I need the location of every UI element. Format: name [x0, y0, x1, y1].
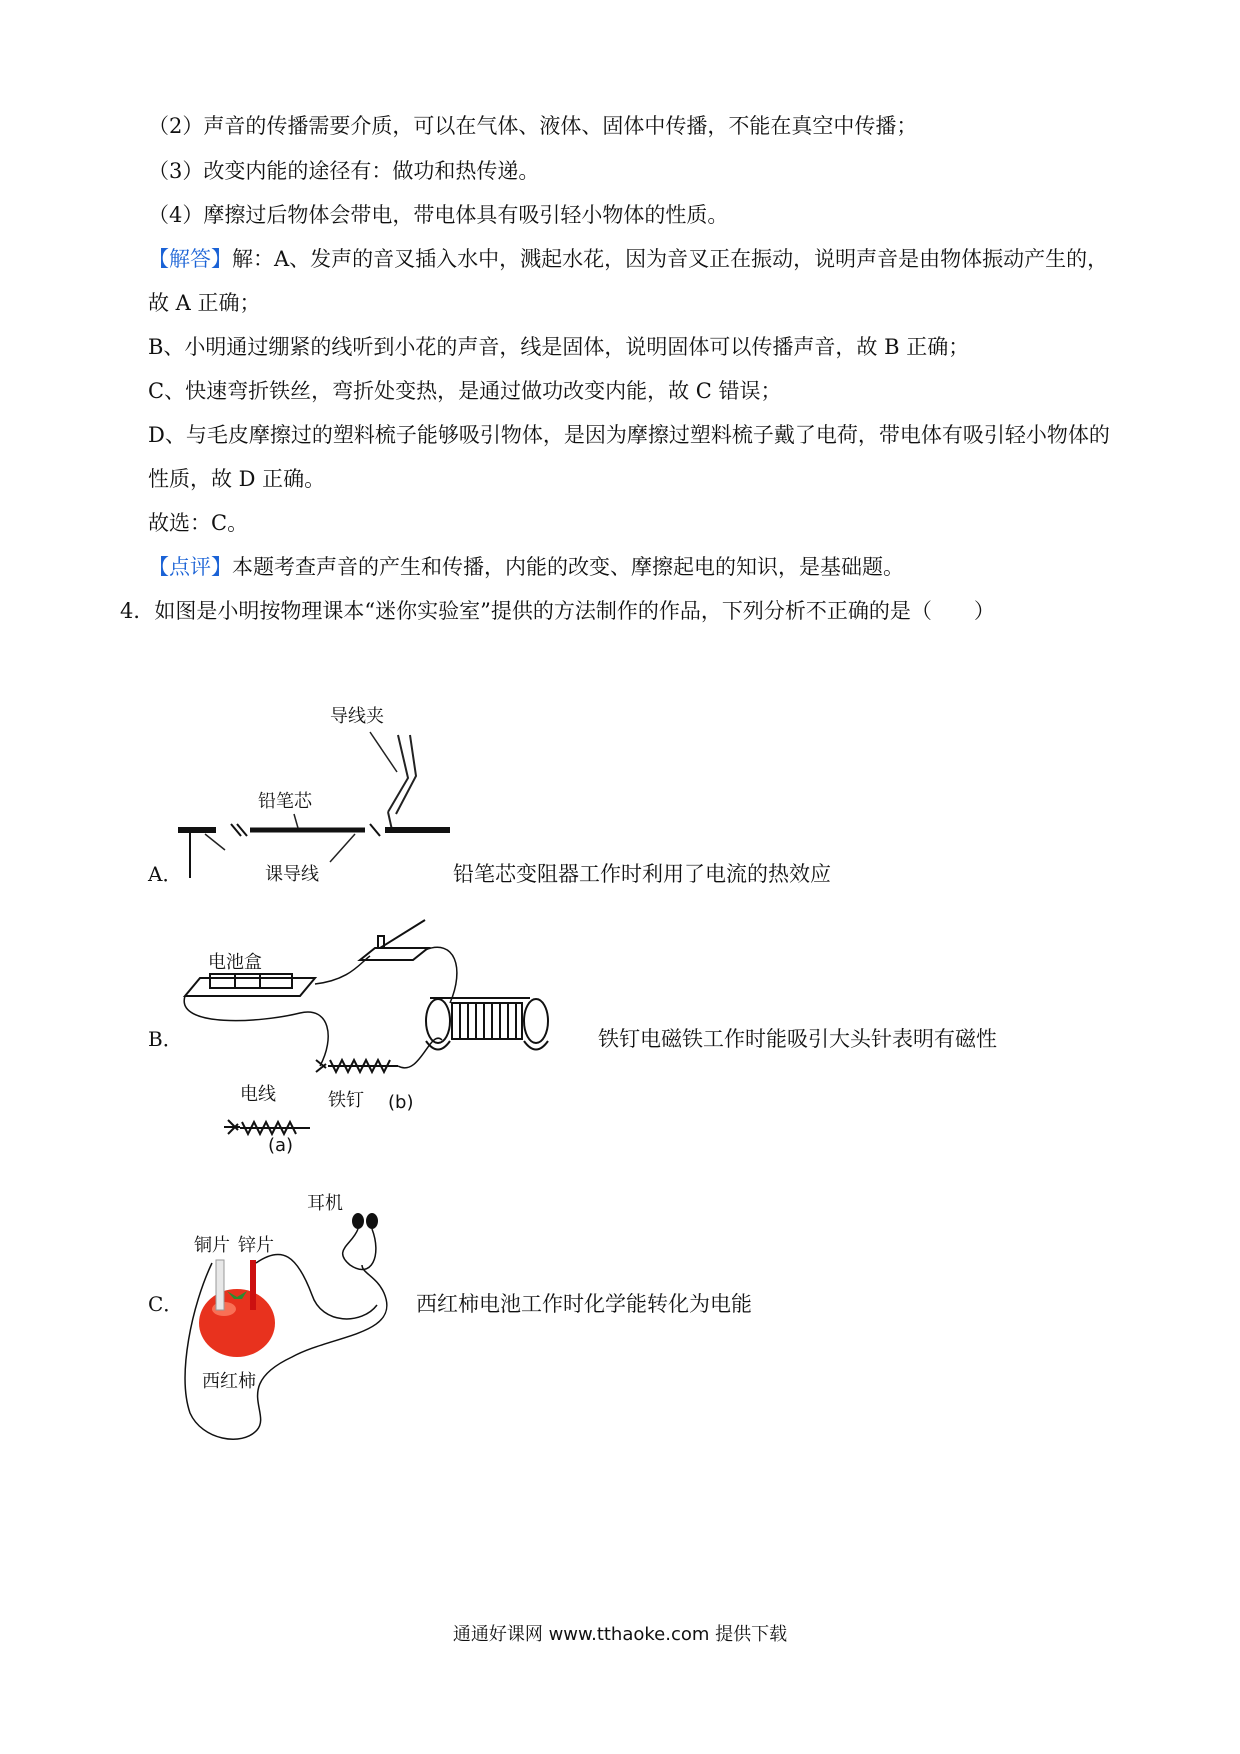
- figure-pencil-rheostat: [170, 700, 470, 895]
- answer-line-4: C、快速弯折铁丝，弯折处变热，是通过做功改变内能，故 C 错误；: [148, 379, 782, 403]
- label-clip: 导线夹: [330, 706, 384, 727]
- label-wire-a: 电线: [240, 1084, 276, 1105]
- battery-box-icon: [185, 974, 315, 996]
- analysis-point-3: （3）改变内能的途径有：做功和热传递。: [148, 159, 540, 183]
- answer-line-5: D、与毛皮摩擦过的塑料梳子能够吸引物体，是因为摩擦过塑料梳子戴了电荷，带电体有吸引轻小物体的: [148, 423, 1110, 447]
- tomato-icon: [199, 1289, 275, 1357]
- label-pencil-lead: 铅笔芯: [258, 791, 312, 812]
- label-iron-nail: 铁钉: [328, 1090, 364, 1111]
- page-footer: 通通好课网 www.tthaoke.com 提供下载: [452, 1624, 788, 1645]
- answer-tag: 【解答】: [148, 247, 232, 271]
- comment-line: [148, 553, 904, 581]
- option-c-letter: C．: [148, 1292, 184, 1316]
- label-tomato: 西红柿: [202, 1371, 256, 1392]
- label-earphone: 耳机: [307, 1193, 343, 1214]
- answer-line-3: B、小明通过绷紧的线听到小花的声音，线是固体，说明固体可以传播声音，故 B 正确；: [148, 335, 970, 359]
- answer-line-6: 性质，故 D 正确。: [148, 467, 326, 491]
- answer-choice: 故选：C。: [148, 511, 249, 535]
- comment-tag: 【点评】: [148, 555, 232, 579]
- option-b-text: 铁钉电磁铁工作时能吸引大头针表明有磁性: [598, 1027, 997, 1051]
- label-b: (b): [388, 1092, 414, 1113]
- zinc-strip: [250, 1260, 256, 1310]
- analysis-point-4: （4）摩擦过后物体会带电，带电体具有吸引轻小物体的性质。: [148, 203, 729, 227]
- question-4-stem: 4．如图是小明按物理课本“迷你实验室”提供的方法制作的作品，下列分析不正确的是（ ）: [120, 599, 995, 623]
- answer-line-1: [148, 245, 1108, 273]
- rheostat-icon: [426, 998, 548, 1050]
- earphone-icon: [343, 1213, 378, 1270]
- answer-text-1: 解：A、发声的音叉插入水中，溅起水花，因为音叉正在振动，说明声音是由物体振动产生的，: [232, 247, 1109, 271]
- copper-strip: [216, 1260, 224, 1310]
- figure-tomato-battery: [172, 1185, 432, 1455]
- figure-electromagnet: [180, 908, 610, 1163]
- option-b-letter: B．: [148, 1027, 183, 1051]
- answer-line-2: 故 A 正确；: [148, 291, 261, 315]
- label-wire: 课导线: [265, 864, 319, 885]
- clip-icon: [388, 735, 416, 830]
- label-battery-box: 电池盒: [208, 952, 262, 973]
- comment-text: 本题考查声音的产生和传播，内能的改变、摩擦起电的知识，是基础题。: [232, 555, 904, 579]
- option-a-letter: A．: [148, 862, 183, 886]
- label-copper: 铜片: [194, 1235, 230, 1256]
- option-a-text: 铅笔芯变阻器工作时利用了电流的热效应: [453, 862, 831, 886]
- label-zinc: 锌片: [238, 1235, 274, 1256]
- switch-icon: [360, 920, 428, 960]
- option-c-text: 西红柿电池工作时化学能转化为电能: [416, 1292, 752, 1316]
- label-a: (a): [268, 1135, 294, 1156]
- analysis-point-2: （2）声音的传播需要介质，可以在气体、液体、固体中传播，不能在真空中传播；: [148, 114, 918, 138]
